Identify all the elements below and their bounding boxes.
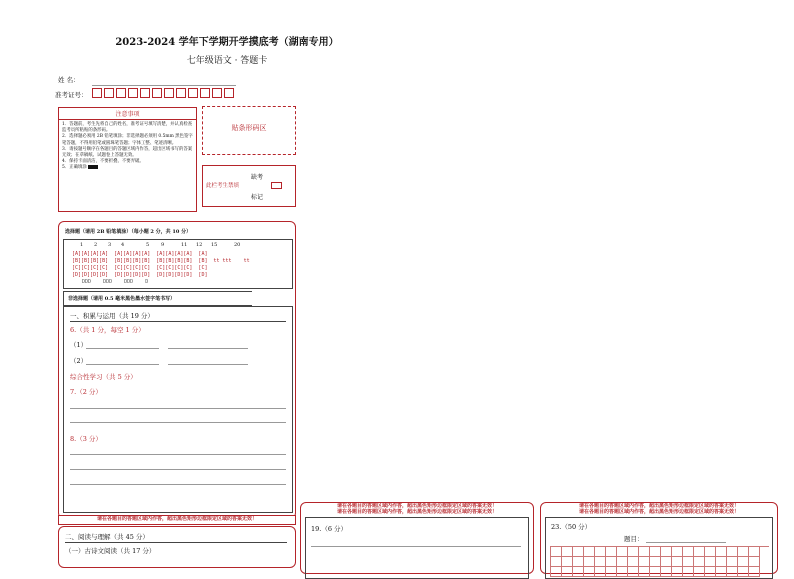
essay-cell[interactable] xyxy=(705,567,716,577)
choice-number: 15 xyxy=(211,242,218,248)
barcode-area xyxy=(202,106,296,155)
essay-cell[interactable] xyxy=(551,567,562,577)
choice-number: 20 xyxy=(234,242,241,248)
essay-cell[interactable] xyxy=(639,567,650,577)
barcode-label: 贴条形码区 xyxy=(231,124,267,132)
choice-title: 选择题（请用 2B 铅笔填涂）（每小题 2 分，共 10 分） xyxy=(65,229,192,235)
id-boxes[interactable] xyxy=(92,88,242,100)
essay-cell[interactable] xyxy=(650,557,661,567)
essay-cell[interactable] xyxy=(584,547,595,557)
essay-cell[interactable] xyxy=(716,557,727,567)
essay-cell[interactable] xyxy=(595,557,606,567)
essay-cell[interactable] xyxy=(639,547,650,557)
name-label: 姓 名： xyxy=(58,76,80,84)
essay-cell[interactable] xyxy=(650,547,661,557)
essay-cell[interactable] xyxy=(672,567,683,577)
essay-cell[interactable] xyxy=(661,547,672,557)
essay-cell[interactable] xyxy=(738,547,749,557)
choice-number: 5 xyxy=(146,242,150,248)
notice-title: 注意事项 xyxy=(59,108,196,120)
essay-cell[interactable] xyxy=(672,547,683,557)
essay-cell[interactable] xyxy=(650,567,661,577)
essay-cell[interactable] xyxy=(606,557,617,567)
essay-cell[interactable] xyxy=(705,557,716,567)
q6-label: 6.（共 1 分，每空 1 分） xyxy=(70,326,145,334)
nonchoice-header xyxy=(63,291,252,306)
essay-cell[interactable] xyxy=(727,547,738,557)
warn-strip-left xyxy=(58,515,296,525)
essay-cell[interactable] xyxy=(661,557,672,567)
essay-cell[interactable] xyxy=(551,557,562,567)
warn-text: 请在各题目的答题区域内作答，超出黑色矩形边框限定区域的答案无效！ xyxy=(578,508,739,515)
q6b-label: （2） xyxy=(70,357,88,365)
q6a-label: （1） xyxy=(70,341,88,349)
absent-label: 缺考 xyxy=(251,174,264,181)
choice-number: 12 xyxy=(196,242,203,248)
section1-area[interactable] xyxy=(63,306,293,513)
essay-cell[interactable] xyxy=(606,567,617,577)
option-row-tail: DDD DDD DDD D xyxy=(82,279,149,285)
essay-cell[interactable] xyxy=(749,547,760,557)
essay-cell[interactable] xyxy=(749,567,760,577)
section1-title: 一、积累与运用（共 19 分） xyxy=(70,312,154,320)
zh-label: 综合性学习（共 5 分） xyxy=(70,373,137,381)
q19-label: 19.（6 分） xyxy=(311,525,348,533)
topic-label: 题目： xyxy=(624,535,644,543)
warn-text: 请在各题目的答题区域内作答，超出黑色矩形边框限定区域的答案无效！ xyxy=(336,503,497,509)
nonchoice-title: 非选择题（请用 0.5 毫米黑色墨水签字笔书写） xyxy=(68,296,176,302)
notice-item: 4．保持卡面清洁，不要折叠、不要弄破。 xyxy=(62,159,144,165)
essay-cell[interactable] xyxy=(606,547,617,557)
essay-cell[interactable] xyxy=(694,547,705,557)
essay-cell[interactable] xyxy=(562,567,573,577)
essay-cell[interactable] xyxy=(628,567,639,577)
choice-number: 4 xyxy=(121,242,125,248)
essay-cell[interactable] xyxy=(628,547,639,557)
essay-cell[interactable] xyxy=(683,557,694,567)
essay-cell[interactable] xyxy=(573,547,584,557)
notice-item: 1．答题前，考生先将自己的姓名，准考证号填写清楚，并认真检查监考员所粘贴的条形码。 xyxy=(62,122,193,134)
essay-cell[interactable] xyxy=(639,557,650,567)
absent-checkbox[interactable] xyxy=(271,182,282,189)
warn-text: 请在各题目的答题区域内作答，超出黑色矩形边框限定区域的答案无效！ xyxy=(578,503,739,509)
mid-answer-panel[interactable] xyxy=(300,502,534,574)
notice-item: 2．选择题必须用 2B 铅笔填涂；非选择题必须用 0.5mm 黑色签字笔答题，不得用铅笔或圆珠笔答题；字体工整、笔迹清晰。 xyxy=(62,134,193,146)
warn-text: 请在各题目的答题区域内作答，超出黑色矩形边框限定区域的答案无效！ xyxy=(96,516,257,522)
essay-cell[interactable] xyxy=(562,547,573,557)
section2-sub: （一）古诗文阅读（共 17 分） xyxy=(65,547,156,555)
absent-note: 此栏考生禁填 xyxy=(206,183,240,189)
essay-cell[interactable] xyxy=(562,557,573,567)
essay-cell[interactable] xyxy=(595,547,606,557)
notice-box xyxy=(58,107,197,212)
id-label: 准考证号： xyxy=(55,91,88,99)
essay-cell[interactable] xyxy=(716,567,727,577)
name-field[interactable] xyxy=(92,85,236,86)
right-answer-panel[interactable] xyxy=(540,502,778,574)
absent-box xyxy=(202,165,296,207)
essay-cell[interactable] xyxy=(738,567,749,577)
absent-mark-label: 标记 xyxy=(251,194,264,201)
essay-cell[interactable] xyxy=(661,567,672,577)
essay-cell[interactable] xyxy=(683,547,694,557)
essay-cell[interactable] xyxy=(749,557,760,567)
notice-item: 3．请按题号顺序在各题目的答题区域内作答，超出区域书写的答案无效；在草稿纸、试题卷上答题无效。 xyxy=(62,146,193,159)
essay-cell[interactable] xyxy=(573,567,584,577)
essay-cell[interactable] xyxy=(727,557,738,567)
q8-label: 8.（3 分） xyxy=(70,435,102,443)
q7-label: 7.（2 分） xyxy=(70,388,102,396)
choice-grid[interactable] xyxy=(63,239,293,289)
essay-cell[interactable] xyxy=(584,557,595,567)
option-row-d: [D][D][D][D] [D][D][D][D] [D][D][D][D] [D] xyxy=(72,272,208,278)
option-row-b: [B][B][B][B] [B][B][B][B] [B][B][B][B] [B] tt ttt tt xyxy=(72,258,250,264)
filled-sample-icon xyxy=(88,165,98,169)
essay-cell[interactable] xyxy=(584,567,595,577)
choice-number: 1 xyxy=(80,242,84,248)
essay-cell[interactable] xyxy=(727,567,738,577)
choice-number: 9 xyxy=(161,242,165,248)
essay-cell[interactable] xyxy=(617,557,628,567)
choice-number: 3 xyxy=(108,242,112,248)
essay-cell[interactable] xyxy=(738,557,749,567)
essay-cell[interactable] xyxy=(628,557,639,567)
option-row-c: [C][C][C][C] [C][C][C][C] [C][C][C][C] [C] xyxy=(72,265,208,271)
essay-cell[interactable] xyxy=(694,567,705,577)
warn-text: 请在各题目的答题区域内作答，超出黑色矩形边框限定区域的答案无效！ xyxy=(336,508,497,515)
choice-number: 11 xyxy=(181,242,188,248)
page-title: 2023-2024 学年下学期开学摸底考（湖南专用） xyxy=(115,37,339,48)
q23-label: 23.（50 分） xyxy=(551,523,592,531)
essay-cell[interactable] xyxy=(617,567,628,577)
option-row-a: [A][A][A][A] [A][A][A][A] [A][A][A][A] [A] xyxy=(72,251,208,257)
section2-title: 二、阅读与理解（共 45 分） xyxy=(65,533,149,541)
essay-cell[interactable] xyxy=(595,567,606,577)
essay-cell[interactable] xyxy=(617,547,628,557)
essay-cell[interactable] xyxy=(672,557,683,567)
essay-cell[interactable] xyxy=(683,567,694,577)
page-subtitle: 七年级语文 · 答题卡 xyxy=(186,56,268,66)
notice-item: 5．正确填涂 xyxy=(62,165,193,171)
essay-cell[interactable] xyxy=(573,557,584,567)
essay-cell[interactable] xyxy=(694,557,705,567)
essay-cell[interactable] xyxy=(716,547,727,557)
essay-cell[interactable] xyxy=(705,547,716,557)
choice-number: 2 xyxy=(94,242,98,248)
essay-cell[interactable] xyxy=(551,547,562,557)
